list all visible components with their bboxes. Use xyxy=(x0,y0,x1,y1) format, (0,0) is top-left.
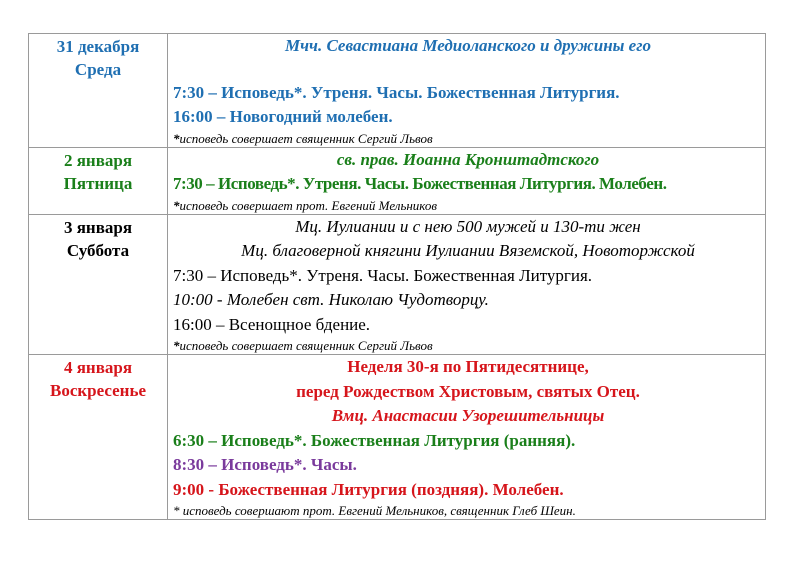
service-line: 7:30 – Исповедь*. Утреня. Часы. Божественная Литургия. xyxy=(173,265,593,285)
note-text: исповедь совершает священник Сергий Львов xyxy=(179,338,433,353)
service-line: 7:30 – Исповедь*. Утреня. Часы. Божественная Литургия. Молебен. xyxy=(173,174,667,193)
feast-title: св. прав. Иоанна Кронштадтского xyxy=(336,149,600,169)
date-cell xyxy=(29,34,168,148)
date: 2 января xyxy=(63,150,133,170)
service-line: 16:00 – Новогодний молебен. xyxy=(173,107,393,126)
confession-note xyxy=(173,197,763,214)
services-cell xyxy=(168,355,766,520)
note-text: исповедь совершает священник Сергий Львов xyxy=(179,130,433,146)
schedule-table xyxy=(28,33,766,520)
feast-title: Мчч. Севастиана Медиоланского и дружины его xyxy=(285,36,651,55)
weekday: Воскресенье xyxy=(49,381,146,400)
confession-note xyxy=(173,337,763,354)
service-line: 16:00 – Всенощное бдение. xyxy=(173,314,371,334)
date: 3 января xyxy=(63,217,133,237)
note-text: исповедь совершает прот. Евгений Мельников xyxy=(179,197,438,213)
service-line: 8:30 – Исповедь*. Часы. xyxy=(173,455,357,474)
services-cell xyxy=(168,147,766,214)
schedule-row-jan-2 xyxy=(29,147,766,214)
services-cell xyxy=(168,34,766,148)
date-cell xyxy=(29,214,168,355)
feast-title: Мц. благоверной княгини Иулиании Вяземской, Новоторжской xyxy=(241,241,695,260)
schedule-row-jan-3 xyxy=(29,214,766,355)
confession-note: * исповедь совершают прот. Евгений Мельников, священник Глеб Шеин. xyxy=(173,503,576,518)
feast-title: Вмц. Анастасии Узорешительницы xyxy=(331,406,605,425)
date: 31 декабря xyxy=(56,37,140,56)
spacer xyxy=(173,59,763,81)
feast-title: Неделя 30-я по Пятидесятнице, xyxy=(347,357,589,376)
confession-note xyxy=(173,130,763,147)
date-cell xyxy=(29,147,168,214)
service-line: 10:00 - Молебен свт. Николаю Чудотворцу. xyxy=(173,290,489,309)
schedule-row-jan-4 xyxy=(29,355,766,520)
services-cell xyxy=(168,214,766,355)
feast-title: Мц. Иулиании и с нею 500 мужей и 130-ти жен xyxy=(295,216,641,236)
date: 4 января xyxy=(63,358,133,377)
weekday: Пятница xyxy=(63,173,133,193)
service-line: 9:00 - Божественная Литургия (поздняя). Молебен. xyxy=(173,479,564,499)
service-line: 7:30 – Исповедь*. Утреня. Часы. Божественная Литургия. xyxy=(173,82,620,102)
note-star: * xyxy=(173,338,180,353)
weekday: Среда xyxy=(74,60,122,79)
note-star: * xyxy=(173,130,180,146)
feast-title: перед Рождеством Христовым, святых Отец. xyxy=(296,381,640,401)
note-star: * xyxy=(173,197,180,213)
service-line: 6:30 – Исповедь*. Божественная Литургия (ранняя). xyxy=(173,430,576,450)
weekday: Суббота xyxy=(66,240,130,260)
date-cell xyxy=(29,355,168,520)
schedule-row-dec-31 xyxy=(29,34,766,148)
